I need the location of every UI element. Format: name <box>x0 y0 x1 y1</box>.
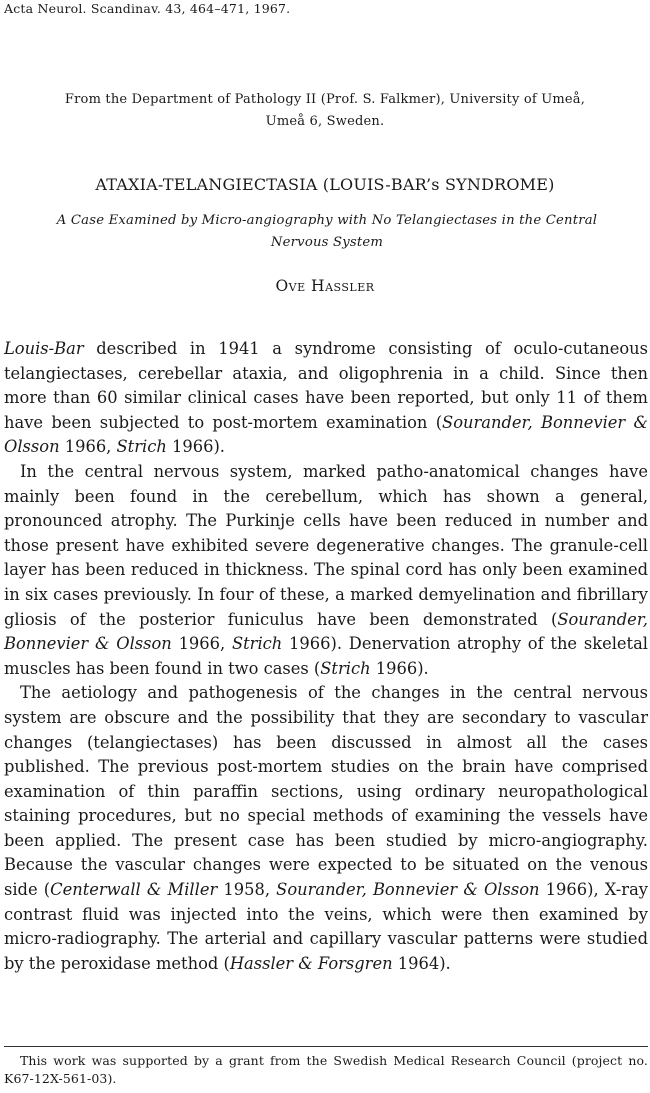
paragraph-2 <box>4 460 648 681</box>
article-body <box>4 337 648 976</box>
author-name: Ove Hassler <box>275 277 375 295</box>
paragraph-text: 1964). <box>392 953 451 973</box>
paragraph-text: The aetiology and pathogenesis of the changes in the central nervous system are obscure and the possibility that they are secondary to vascular changes (telangiectases) has been discussed in almost all the cases published. The previous post-mortem studies on the brain have comprised examination of thin paraffin sections, using ordinary neuropathological staining procedures, but no special methods of examining the vessels have been applied. The present case has been studied by micro-angiography. Because the vascular changes were expected to be situated on the venous side ( <box>4 683 648 900</box>
paragraph-3 <box>4 681 648 976</box>
affiliation-line-2: Umeå 6, Sweden. <box>265 114 385 129</box>
citation-author: Louis-Bar <box>4 339 84 358</box>
article-title: ATAXIA-TELANGIECTASIA (LOUIS-BAR’s SYNDROME) <box>95 175 555 194</box>
citation-author: Strich <box>231 634 283 654</box>
subtitle-line-1: A Case Examined by Micro-angiography with No Telangiectases in the Central <box>56 213 598 228</box>
paragraph-text: 1966). <box>370 658 429 678</box>
affiliation <box>0 89 650 133</box>
article-subtitle <box>14 210 640 254</box>
footnote-divider <box>4 1046 648 1047</box>
citation-author: Strich <box>320 658 371 678</box>
paragraph-text: In the central nervous system, marked patho-anatomical changes have mainly been found in the cerebellum, which has shown a general, pronounced atrophy. The Purkinje cells have been reduced in number and those present have exhibited severe degenerative changes. The granule-cell layer has been reduced in thickness. The spinal cord has only been examined in six cases previously. In four of these, a marked demyelination and fibrillary gliosis of the posterior funiculus have been demonstrated ( <box>4 461 648 629</box>
citation-author: Sourander, Bonnevier & Olsson <box>4 609 648 654</box>
citation-author: Sourander, Bonnevier & Olsson <box>4 412 648 457</box>
paragraph-text: 1966, <box>171 634 232 654</box>
paragraph-text: 1966). Denervation atrophy of the skeletal muscles has been found in two cases ( <box>4 634 649 678</box>
paragraph-text: 1966). <box>166 437 225 457</box>
citation-author: Strich <box>116 437 167 457</box>
paragraph-text: 1966, <box>59 437 117 457</box>
citation-author: Centerwall & Miller <box>50 880 218 900</box>
citation-author: Sourander, Bonnevier & Olsson <box>276 880 540 900</box>
paragraph-text: 1958, <box>217 880 277 900</box>
paragraph-1 <box>4 337 648 460</box>
paragraph-text: 1966), X-ray contrast fluid was injected into the veins, which were then examined by micro-radiography. The arterial and capillary vascular patterns were studied by the peroxidase method ( <box>4 880 648 973</box>
paragraph-text: described in 1941 a syndrome consisting of oculo-cutaneous telangiectases, cerebellar ataxia, and oligophrenia in a child. Since then more than 60 similar clinical cases have been reported, but only 11 of them have been subjected to post-mortem examination ( <box>4 339 648 432</box>
citation-author: Hassler & Forsgren <box>229 953 393 973</box>
footnote: This work was supported by a grant from the Swedish Medical Research Council (project no. K67-12X-561-03). <box>4 1053 648 1086</box>
running-head: Acta Neurol. Scandinav. 43, 464–471, 1967. <box>4 1 291 16</box>
affiliation-line-1: From the Department of Pathology II (Prof. S. Falkmer), University of Umeå, <box>64 92 586 107</box>
subtitle-line-2: Nervous System <box>270 235 384 250</box>
